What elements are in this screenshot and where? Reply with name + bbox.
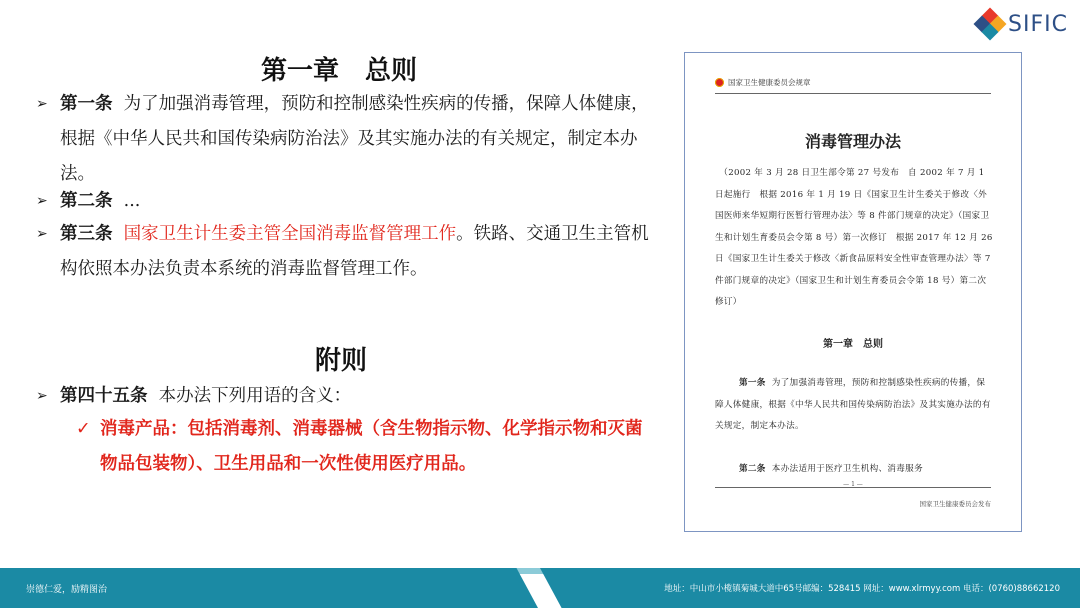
- arrow-bullet-icon: ➢: [36, 388, 48, 404]
- national-emblem-icon: [715, 78, 724, 87]
- doc-article-1-text: 为了加强消毒管理，预防和控制感染性疾病的传播，保障人体健康，根据《中华人民共和国传染病防治法》及其实施办法的有关规定，制定本办法。: [715, 378, 991, 431]
- appendix-title: 附则: [315, 346, 368, 376]
- footer-contact: 地址：中山市小榄镇菊城大道中65号邮编：528415 网址：www.xlrmyy.com 电话：(0760)88662120: [664, 584, 1060, 594]
- doc-chapter: 第一章 总则: [823, 339, 883, 350]
- arrow-bullet-icon: ➢: [36, 193, 48, 209]
- article-45: [36, 379, 656, 414]
- article-text: ...: [123, 191, 141, 211]
- definition-text: 消毒产品：包括消毒剂、消毒器械（含生物指示物、化学指示物和灭菌物品包装物）、卫生用品和一次性使用医疗用品。: [100, 419, 643, 474]
- doc-title: 消毒管理办法: [804, 132, 901, 151]
- doc-article-1: [715, 373, 993, 438]
- checkmark-icon: ✓: [76, 419, 91, 439]
- article-3: [36, 217, 656, 287]
- doc-header-rule: [715, 93, 991, 94]
- article-label: 第二条: [60, 191, 113, 211]
- footer-slogan: 崇德仁爱，励精图治: [26, 585, 108, 595]
- article-2: [36, 184, 656, 219]
- article-label: 第四十五条: [60, 386, 148, 406]
- doc-article-2-label: 第二条: [739, 464, 766, 474]
- article-highlight: 国家卫生计生委主管全国消毒监督管理工作: [123, 224, 457, 244]
- arrow-bullet-icon: ➢: [36, 226, 48, 242]
- definition-item: [76, 412, 656, 482]
- article-label: 第三条: [60, 224, 113, 244]
- doc-footer: 国家卫生健康委员会发布: [919, 500, 991, 508]
- doc-header: [715, 77, 811, 88]
- doc-article-2: [715, 459, 993, 481]
- logo-mark-icon: [976, 10, 1004, 38]
- article-label: 第一条: [60, 94, 113, 114]
- article-text: 。铁路、交通卫生主管机构依照本办法负责本系统的消毒监督管理工作。: [60, 224, 649, 279]
- article-text: 本办法下列用语的含义：: [158, 386, 352, 406]
- chapter-title: 第一章 总则: [261, 56, 418, 86]
- article-text: 为了加强消毒管理，预防和控制感染性疾病的传播，保障人体健康，根据《中华人民共和国传染病防治法》及其实施办法的有关规定，制定本办法。: [60, 94, 649, 184]
- footer-band: [0, 568, 1080, 608]
- sific-logo: [976, 10, 1068, 38]
- arrow-bullet-icon: ➢: [36, 96, 48, 112]
- regulation-document-image: [684, 52, 1022, 532]
- doc-article-2-text: 本办法适用于医疗卫生机构、消毒服务: [771, 464, 923, 474]
- logo-text: SIFIC: [1008, 11, 1068, 37]
- doc-article-1-label: 第一条: [739, 378, 766, 388]
- doc-page-number: — 1 —: [843, 481, 863, 488]
- doc-header-text: 国家卫生健康委员会规章: [728, 78, 811, 87]
- doc-history: （2002 年 3 月 28 日卫生部令第 27 号发布 自 2002 年 7 月 1 日起施行 根据 2016 年 1 月 19 日《国家卫生计生委关于修改〈外国医师来华短期行医暂行管理办法〉等 8 件部门规章的决定》（国家卫生和计划生育委员会令第 8 号）第一次修订 根据 2017 年 12 月 26 日《国家卫生计生委关于修改〈新食品原料安全性审查管理办法〉等 7 件部门规章的决定》（国家卫生和计划生育委员会令第 18 号）第二次修订）: [715, 168, 993, 307]
- article-1: [36, 87, 656, 192]
